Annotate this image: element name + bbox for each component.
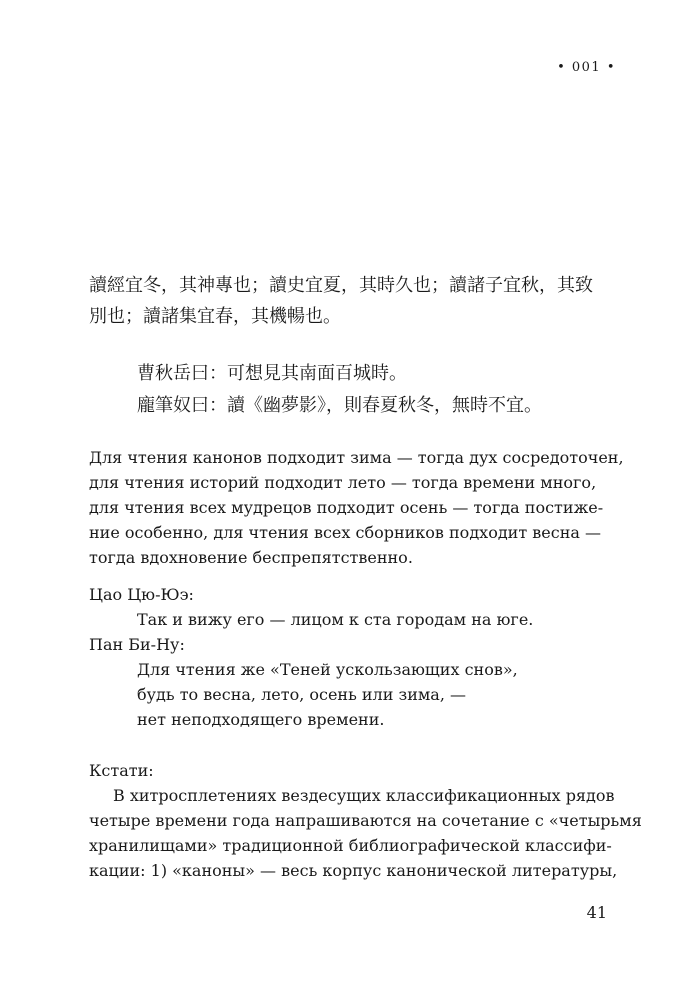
russian-commentary — [89, 582, 609, 732]
note-line: кации: 1) «каноны» — весь корпус канонической литературы, — [89, 861, 618, 880]
translation-line: ние особенно, для чтения всех сборников подходит весна — — [89, 523, 601, 542]
note-body — [89, 783, 642, 883]
chinese-comment: 龐筆奴曰：讀《幽夢影》，則春夏秋冬，無時不宜。 — [137, 395, 542, 416]
translation-line: тогда вдохновение беспрепятственно. — [89, 548, 413, 567]
chinese-comments — [137, 358, 617, 422]
note-line: В хитросплетениях вездесущих классификационных рядов — [113, 786, 615, 805]
note-line: четыре времени года напрашиваются на сочетание с «четырьмя — [89, 811, 642, 830]
commentator-name: Пан Би-Ну: — [89, 635, 185, 654]
chinese-line: 別也；讀諸集宜春，其機暢也。 — [89, 306, 341, 327]
chinese-comment: 曹秋岳曰：可想見其南面百城時。 — [137, 363, 407, 384]
note-line: хранилищами» традиционной библиографической классифи- — [89, 836, 612, 855]
note-heading: Кстати: — [89, 761, 154, 780]
translation-line: Для чтения канонов подходит зима — тогда дух сосредоточен, — [89, 448, 624, 467]
translation-line: для чтения историй подходит лето — тогда времени много, — [89, 473, 597, 492]
section-marker: • 001 • — [557, 60, 616, 75]
chinese-line: 讀經宜冬，其神專也；讀史宜夏，其時久也；讀諸子宜秋，其致 — [89, 275, 593, 296]
chinese-original-text — [89, 270, 609, 332]
commentary-line: нет неподходящего времени. — [137, 710, 385, 729]
commentary-line: Так и вижу его — лицом к ста городам на юге. — [137, 610, 534, 629]
russian-translation — [89, 445, 624, 570]
translation-line: для чтения всех мудрецов подходит осень — тогда постиже- — [89, 498, 604, 517]
commentary-line: Для чтения же «Теней ускользающих снов», — [137, 660, 518, 679]
commentary-line: будь то весна, лето, осень или зима, — — [137, 685, 467, 704]
page-number: 41 — [586, 903, 607, 922]
commentator-name: Цао Цю-Юэ: — [89, 585, 194, 604]
